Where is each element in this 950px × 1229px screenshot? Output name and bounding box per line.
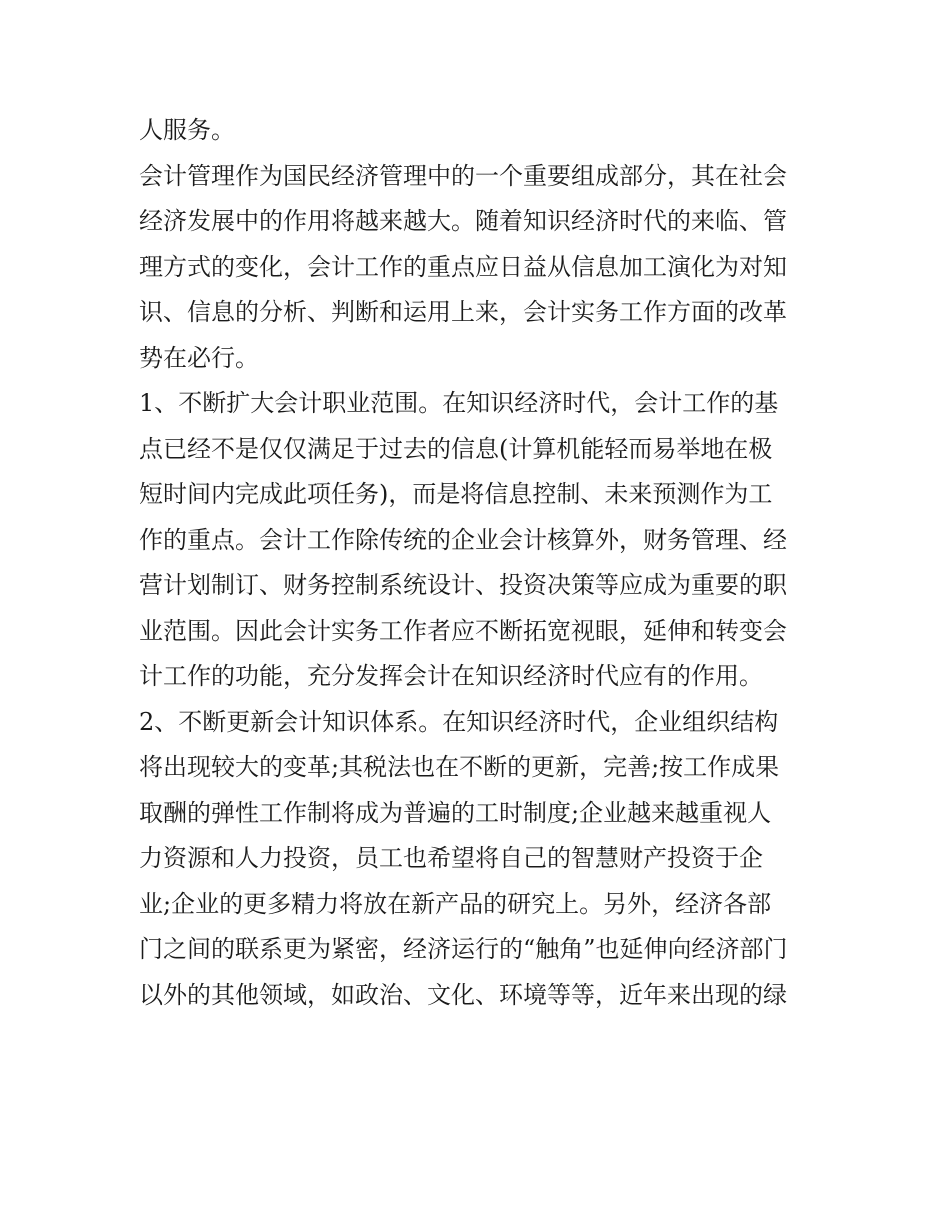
- text-line: 业范围。因此会计实务工作者应不断拓宽视眼，延伸和转变会: [139, 616, 787, 645]
- text-line: 识、信息的分析、判断和运用上来，会计实务工作方面的改革: [139, 298, 787, 326]
- text-line: 人服务。: [139, 116, 235, 144]
- text-line: 将出现较大的变革;其税法也在不断的更新，完善;按工作成果: [139, 753, 780, 781]
- document-body: [139, 108, 819, 1018]
- text-line: 经济发展中的作用将越来越大。随着知识经济时代的来临、管: [139, 207, 787, 235]
- text-line: 营计划制订、财务控制系统设计、投资决策等应成为重要的职: [139, 571, 787, 599]
- text-line: 1、不断扩大会计职业范围。在知识经济时代，会计工作的基: [139, 389, 779, 417]
- text-line: 力资源和人力投资，员工也希望将自己的智慧财产投资于企: [139, 844, 763, 872]
- text-line: 作的重点。会计工作除传统的企业会计核算外，财务管理、经: [139, 525, 787, 554]
- text-line: 短时间内完成此项任务)，而是将信息控制、未来预测作为工: [139, 480, 773, 508]
- text-line: 门之间的联系更为紧密，经济运行的“触角”也延伸向经济部门: [139, 935, 788, 963]
- text-line: 势在必行。: [139, 343, 259, 372]
- text-line: 会计管理作为国民经济管理中的一个重要组成部分，其在社会: [139, 161, 787, 190]
- text-line: 取酬的弹性工作制将成为普遍的工时制度;企业越来越重视人: [139, 798, 772, 827]
- text-line: 以外的其他领域，如政治、文化、环境等等，近年来出现的绿: [139, 980, 787, 1009]
- text-line: 2、不断更新会计知识体系。在知识经济时代，企业组织结构: [139, 707, 779, 736]
- text-line: 业;企业的更多精力将放在新产品的研究上。另外，经济各部: [139, 889, 772, 918]
- text-line: 理方式的变化，会计工作的重点应日益从信息加工演化为对知: [139, 252, 787, 281]
- text-line: 计工作的功能，充分发挥会计在知识经济时代应有的作用。: [139, 662, 763, 690]
- text-line: 点已经不是仅仅满足于过去的信息(计算机能轻而易举地在极: [139, 434, 773, 463]
